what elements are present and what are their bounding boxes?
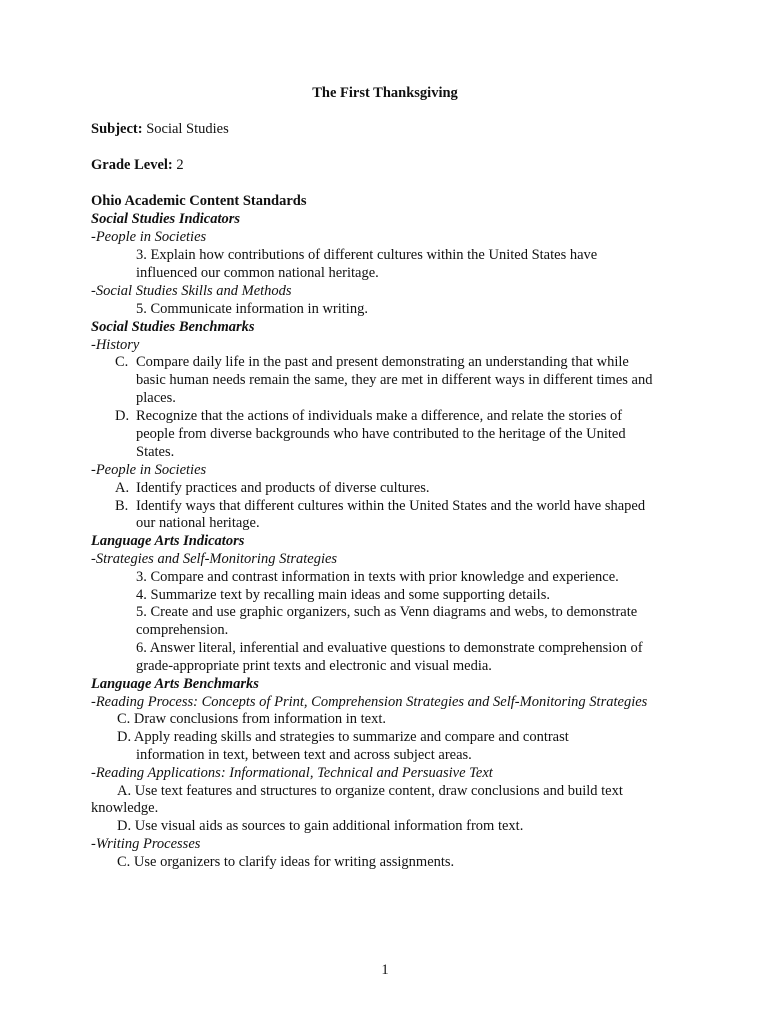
la-benchmark-c: C. Draw conclusions from information in text. bbox=[117, 711, 387, 727]
ss-benchmark-d-marker: D. bbox=[115, 408, 130, 424]
ss-skills-heading: -Social Studies Skills and Methods bbox=[91, 283, 292, 299]
la-benchmark-d-line1: D. Apply reading skills and strategies to summarize and compare and contrast bbox=[117, 729, 569, 745]
la-indicator-5-line1: 5. Create and use graphic organizers, such as Venn diagrams and webs, to demonstrate bbox=[136, 604, 638, 620]
ss-benchmarks-heading: Social Studies Benchmarks bbox=[91, 319, 255, 335]
page-title: The First Thanksgiving bbox=[312, 85, 458, 101]
la-strategies-heading: -Strategies and Self-Monitoring Strategies bbox=[91, 551, 338, 567]
la-indicator-4: 4. Summarize text by recalling main ideas and some supporting details. bbox=[136, 587, 550, 603]
ss-people-heading: -People in Societies bbox=[91, 229, 207, 245]
ss-benchmark-b-marker: B. bbox=[115, 498, 129, 514]
la-reading-apps-heading: -Reading Applications: Informational, Technical and Persuasive Text bbox=[91, 765, 493, 781]
la-benchmark-a-line1: A. Use text features and structures to organize content, draw conclusions and build text bbox=[117, 783, 623, 799]
la-indicator-5-line2: comprehension. bbox=[136, 622, 229, 638]
subject-label: Subject: bbox=[91, 121, 143, 137]
ss-benchmark-d-line2: people from diverse backgrounds who have contributed to the heritage of the United bbox=[136, 426, 626, 442]
subject-value: Social Studies bbox=[142, 121, 229, 137]
ss-indicators-heading: Social Studies Indicators bbox=[91, 211, 241, 227]
ss-benchmark-b-line2: our national heritage. bbox=[136, 515, 260, 531]
la-indicators-heading: Language Arts Indicators bbox=[91, 533, 245, 549]
ss-history-heading: -History bbox=[91, 337, 140, 353]
la-benchmarks-heading: Language Arts Benchmarks bbox=[91, 676, 259, 692]
ss-benchmark-c-marker: C. bbox=[115, 354, 129, 370]
la-benchmark-d-visual: D. Use visual aids as sources to gain additional information from text. bbox=[117, 818, 524, 834]
la-benchmark-a-line2: knowledge. bbox=[91, 800, 159, 816]
ss-benchmark-a-line1 bbox=[115, 479, 430, 497]
ss-benchmark-a-text: Identify practices and products of diverse cultures. bbox=[136, 480, 430, 496]
grade-label: Grade Level: bbox=[91, 157, 173, 173]
ss-indicator-3-line1: 3. Explain how contributions of different cultures within the United States have bbox=[136, 247, 598, 263]
ss-benchmark-people-heading: -People in Societies bbox=[91, 462, 207, 478]
ss-benchmark-d-line1 bbox=[115, 407, 622, 425]
la-indicator-6-line2: grade-appropriate print texts and electronic and visual media. bbox=[136, 658, 492, 674]
ss-benchmark-c-text: Compare daily life in the past and present demonstrating an understanding that while bbox=[136, 354, 629, 370]
ss-benchmark-c-line2: basic human needs remain the same, they are met in different ways in different times and bbox=[136, 372, 653, 388]
ss-indicator-3-line2: influenced our common national heritage. bbox=[136, 265, 379, 281]
ss-benchmark-d-line3: States. bbox=[136, 444, 175, 460]
ss-benchmark-c-line1 bbox=[115, 353, 629, 371]
ss-benchmark-b-text: Identify ways that different cultures within the United States and the world have shaped bbox=[136, 498, 646, 514]
grade-line bbox=[91, 156, 184, 174]
page-number: 1 bbox=[381, 962, 389, 978]
standards-heading: Ohio Academic Content Standards bbox=[91, 193, 307, 209]
la-indicator-6-line1: 6. Answer literal, inferential and evaluative questions to demonstrate comprehension of bbox=[136, 640, 643, 656]
ss-benchmark-a-marker: A. bbox=[115, 480, 130, 496]
grade-value: 2 bbox=[172, 157, 184, 173]
la-benchmark-c-writing: C. Use organizers to clarify ideas for writing assignments. bbox=[117, 854, 455, 870]
la-indicator-3: 3. Compare and contrast information in texts with prior knowledge and experience. bbox=[136, 569, 619, 585]
ss-benchmark-d-text: Recognize that the actions of individuals make a difference, and relate the stories of bbox=[136, 408, 623, 424]
la-reading-process-heading: -Reading Process: Concepts of Print, Comprehension Strategies and Self-Monitoring Strategies bbox=[91, 694, 648, 710]
subject-line bbox=[91, 120, 229, 138]
ss-benchmark-c-line3: places. bbox=[136, 390, 176, 406]
ss-benchmark-b-line1 bbox=[115, 497, 645, 515]
ss-indicator-5: 5. Communicate information in writing. bbox=[136, 301, 368, 317]
la-writing-heading: -Writing Processes bbox=[91, 836, 201, 852]
la-benchmark-d-line2: information in text, between text and across subject areas. bbox=[136, 747, 472, 763]
